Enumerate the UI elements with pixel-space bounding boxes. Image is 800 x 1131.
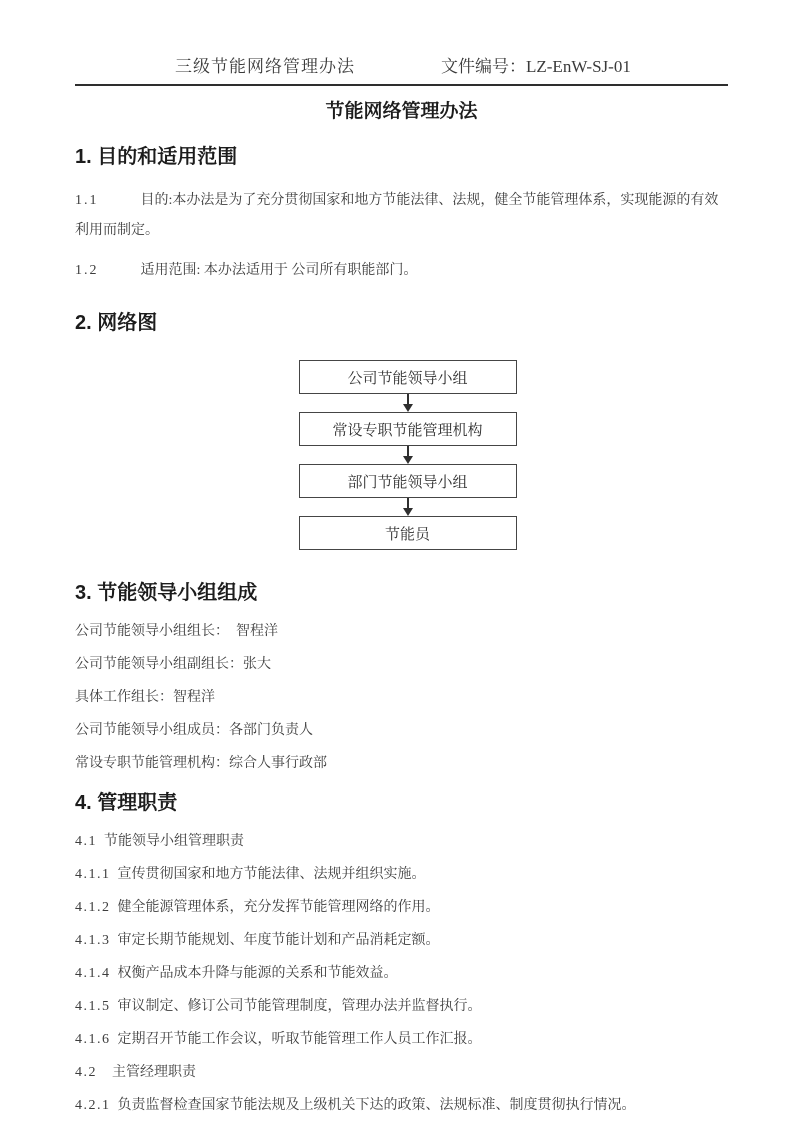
- clause-number: 4.1.2: [75, 900, 111, 915]
- roster-line: 常设专职节能管理机构：综合人事行政部: [75, 756, 327, 771]
- section-3-heading: 3. 节能领导小组组成: [75, 582, 258, 604]
- clause-number: 4.2: [75, 1065, 97, 1080]
- arrow-down-icon: [403, 394, 413, 412]
- clause-text: 审定长期节能规划、年度节能计划和产品消耗定额。: [117, 933, 440, 948]
- clause-number: 4.1.6: [75, 1032, 111, 1047]
- flow-node-standing-org: 常设专职节能管理机构: [299, 412, 517, 446]
- arrow-down-icon: [403, 446, 413, 464]
- section-4-heading: 4. 管理职责: [75, 792, 178, 814]
- section-1-heading: 1. 目的和适用范围: [75, 146, 238, 168]
- clause-number: 4.1.3: [75, 933, 111, 948]
- clause-number: 1.2: [75, 263, 99, 278]
- flow-node-company-group: 公司节能领导小组: [299, 360, 517, 394]
- flow-node-energy-officer: 节能员: [299, 516, 517, 550]
- roster-line: 公司节能领导小组组长： 智程洋: [75, 624, 278, 639]
- clause-text: 权衡产品成本升降与能源的关系和节能效益。: [117, 966, 398, 981]
- clause-4-1-2: [75, 898, 728, 918]
- page-header: [75, 52, 728, 86]
- clause-text: 审议制定、修订公司节能管理制度，管理办法并监督执行。: [117, 999, 482, 1014]
- clause-4-1-5: [75, 997, 728, 1017]
- clause-number: 4.1.1: [75, 867, 111, 882]
- clause-4-2: [75, 1063, 728, 1083]
- clause-text: 健全能源管理体系，充分发挥节能管理网络的作用。: [117, 900, 440, 915]
- clause-4-2-1: [75, 1096, 728, 1116]
- clause-1-2: [75, 256, 728, 286]
- clause-text: 适用范围: 本办法适用于 公司所有职能部门。: [140, 263, 418, 278]
- arrow-down-icon: [403, 498, 413, 516]
- clause-number: 4.2.1: [75, 1098, 111, 1113]
- roster-line: 具体工作组长：智程洋: [75, 690, 215, 705]
- clause-text: 定期召开节能工作会议，听取节能管理工作人员工作汇报。: [117, 1032, 482, 1047]
- clause-number: 1.1: [75, 193, 99, 208]
- roster-line: 公司节能领导小组成员：各部门负责人: [75, 723, 313, 738]
- clause-text: 负责监督检查国家节能法规及上级机关下达的政策、法规标准、制度贯彻执行情况。: [117, 1098, 636, 1113]
- roster-line: 公司节能领导小组副组长：张大: [75, 657, 271, 672]
- clause-4-1-4: [75, 964, 728, 984]
- clause-text: 目的:本办法是为了充分贯彻国家和地方节能法律、法规，健全节能管理体系，实现能源的有效利用而制定。: [75, 193, 719, 238]
- clause-text: 主管经理职责: [112, 1065, 196, 1080]
- header-doc-title: 三级节能网络管理办法: [175, 57, 355, 76]
- clause-4-1-3: [75, 931, 728, 951]
- clause-number: 4.1.4: [75, 966, 111, 981]
- clause-4-1-6: [75, 1030, 728, 1050]
- network-flowchart: [299, 360, 517, 550]
- document-title: 节能网络管理办法: [325, 101, 478, 122]
- header-doc-number: 文件编号：LZ-EnW-SJ-01: [441, 57, 631, 76]
- clause-text: 宣传贯彻国家和地方节能法律、法规并组织实施。: [117, 867, 426, 882]
- flow-node-department-group: 部门节能领导小组: [299, 464, 517, 498]
- clause-1-1: [75, 186, 728, 246]
- section-2-heading: 2. 网络图: [75, 312, 158, 334]
- clause-number: 4.1.5: [75, 999, 111, 1014]
- clause-4-1-1: [75, 865, 728, 885]
- clause-4-1: [75, 832, 728, 852]
- clause-number: 4.1: [75, 834, 97, 849]
- clause-text: 节能领导小组管理职责: [104, 834, 244, 849]
